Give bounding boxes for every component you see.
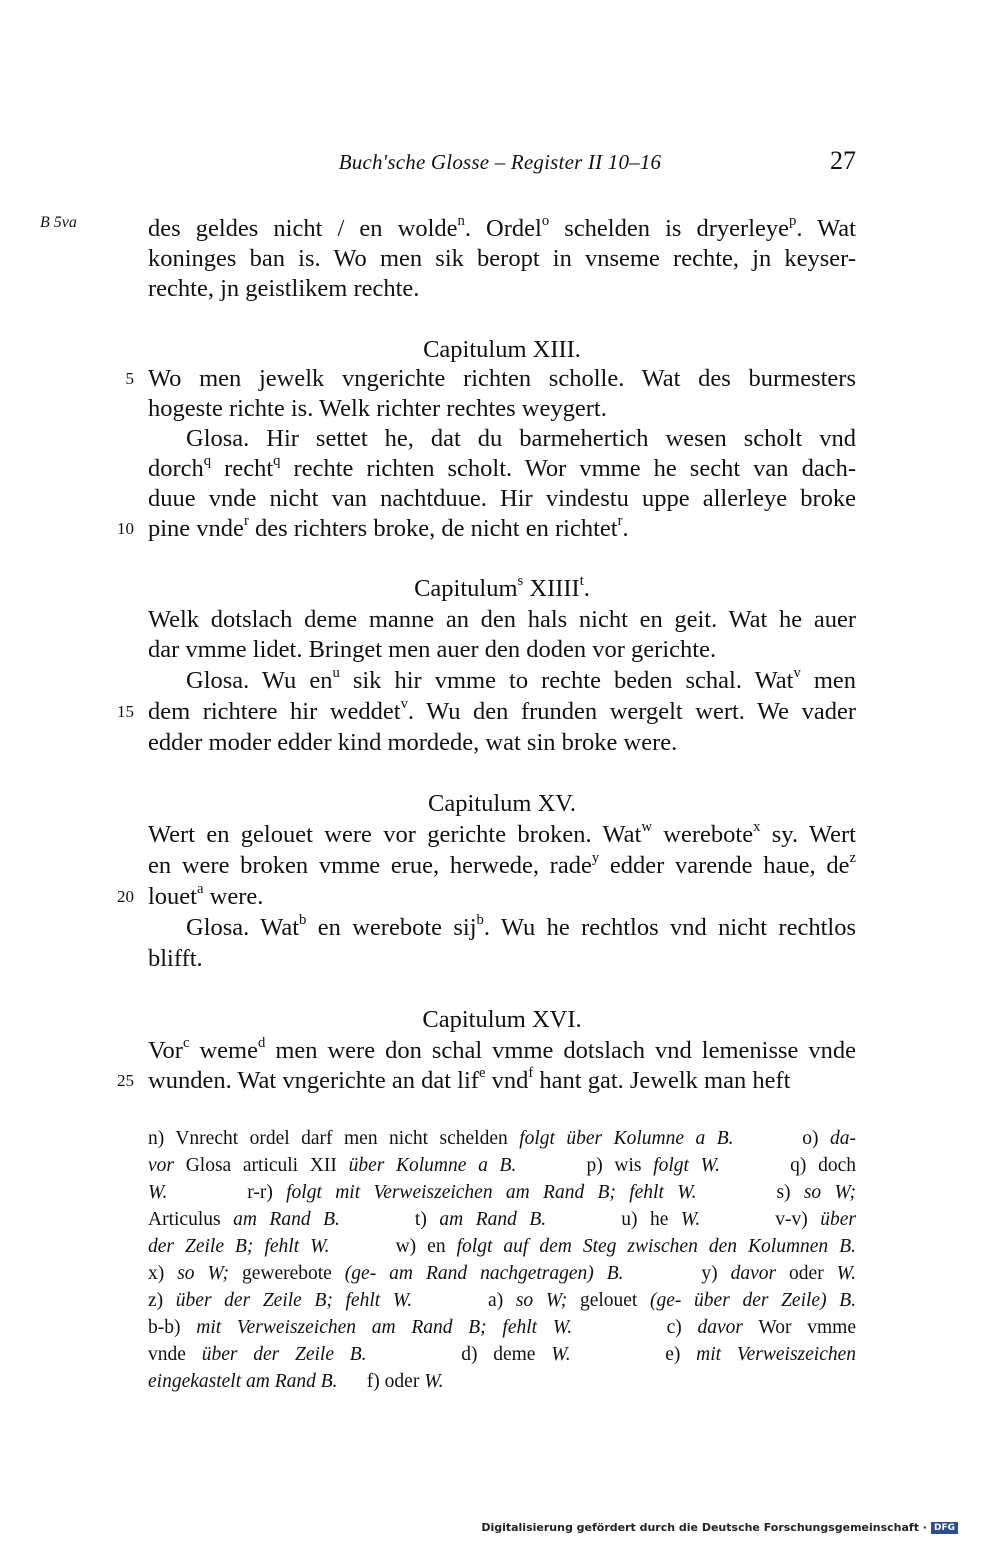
footnote-line [148,1152,856,1179]
text-run: x) [148,1263,178,1284]
footnote-line [148,1179,856,1206]
text-run: Glosa articuli XII [174,1155,349,1176]
text-run: weme [189,1037,258,1064]
footnote-marker: u [332,664,340,681]
text-run: Capitulum XV. [428,790,576,817]
footnote-marker: t [579,572,584,589]
text-run: dorch [148,455,204,482]
italic-run: eingekastelt am Rand B. [148,1371,338,1392]
italic-run: so W; [803,1182,856,1203]
text-run: . [622,515,629,542]
text-run: v-v) [700,1209,821,1230]
italic-run: mit Verweiszeichen am Rand B; fehlt W. [196,1317,573,1338]
text-line [148,635,856,665]
text-run: koninges ban is. Wo men sik beropt in vnseme rechte, jn keyser- [148,245,856,272]
text-run: duue vnde nicht van nachtduue. Hir vindestu uppe allerleye broke [148,485,856,512]
text-line [148,214,856,244]
footnote-marker: b [299,911,307,928]
italic-run: folgt mit Verweiszeichen am Rand B; fehlt W. [286,1182,697,1203]
text-run: pine vnde [148,515,244,542]
italic-run: davor [697,1317,744,1338]
text-line [148,514,856,544]
italic-run: folgt W. [653,1155,720,1176]
text-run: . Wat [796,215,856,242]
text-run: hogeste richte is. Welk richter rechtes weygert. [148,395,607,422]
text-run: louet [148,883,197,910]
text-run: dar vmme lidet. Bringet men auer den doden vor gerichte. [148,636,717,663]
footnote-marker: d [257,1034,266,1051]
text-run: Glosa. Hir settet he, dat du barmehertich wesen scholt vnd [186,425,856,452]
text-run: Capitulum XIII. [423,336,581,363]
text-run: blifft. [148,945,203,972]
footnote-marker: v [400,695,408,712]
text-run: vnd [485,1067,529,1094]
text-line [148,1036,856,1066]
text-run: men were don schal vmme dotslach vnd lemenisse vnde [265,1037,857,1064]
text-line [148,484,856,514]
italic-run: am Rand B. [439,1209,547,1230]
text-line [186,424,856,454]
text-line [186,666,856,696]
text-run: Wert en gelouet were vor gerichte broken. Wat [148,821,642,848]
footnote-line [148,1260,856,1287]
text-run: p) wis [516,1155,654,1176]
text-run: o) [733,1128,830,1149]
text-line [148,394,856,424]
italic-run: der Zeile B; fehlt W. [148,1236,330,1257]
italic-run: so W; [177,1263,229,1284]
text-run: . [583,575,590,602]
text-run: vnde [148,1344,202,1365]
italic-run: W. [551,1344,571,1365]
text-line [148,728,856,758]
footnote-marker: z [849,849,856,866]
italic-run: folgt auf dem Steg zwischen den Kolumnen B. [456,1236,856,1257]
text-line [148,605,856,635]
chapter-heading [148,335,856,365]
text-run: Capitulum XVI. [422,1006,582,1033]
text-line [148,697,856,727]
italic-run: über Kolumne a B. [348,1155,517,1176]
text-run: Glosa. Wat [186,914,300,941]
text-line [148,364,856,394]
italic-run: (ge- am Rand nachgetragen) B. [344,1263,624,1284]
text-run: Wo men jewelk vngerichte richten scholle. Wat des burmesters [148,365,856,392]
footnote-line [148,1287,856,1314]
text-run: a) [412,1290,516,1311]
line-number: 15 [117,702,134,721]
italic-run: über der Zeile B. [201,1344,367,1365]
text-run: y) [623,1263,731,1284]
footnote-marker: b [476,911,484,928]
text-run: . Ordel [464,215,542,242]
text-run: recht [211,455,274,482]
text-line [148,944,856,974]
text-run: sy. Wert [760,821,856,848]
italic-run: (ge- über der Zeile) B. [650,1290,857,1311]
text-run: sik hir vmme to rechte beden schal. Wat [339,667,794,694]
text-run: e) [570,1344,697,1365]
footnote-marker: a [197,880,204,897]
text-run: w) en [329,1236,457,1257]
text-run: z) [148,1290,176,1311]
footnote-marker: n [457,212,465,229]
italic-run: am Rand B. [233,1209,340,1230]
text-run: q) doch [720,1155,856,1176]
text-line [186,913,856,943]
footnote-marker: q [273,452,281,469]
text-run: des richters broke, de nicht en richtet [248,515,618,542]
footnote-marker: r [243,512,249,529]
text-run: n) Vnrecht ordel darf men nicht schelden [148,1128,520,1149]
line-number: 25 [117,1071,134,1090]
footnote-marker: v [793,664,801,681]
text-run: s) [696,1182,804,1203]
text-run: werebote [651,821,754,848]
footnote-marker: w [641,818,652,835]
italic-run: W. [680,1209,701,1230]
text-line [148,274,856,304]
italic-run: davor [730,1263,777,1284]
footnote-line [148,1206,856,1233]
text-line [148,1066,856,1096]
text-line [148,820,856,850]
italic-run: so W; [515,1290,568,1311]
text-run: Welk dotslach deme manne an den hals nicht en geit. Wat he auer [148,606,856,633]
italic-run: W. [836,1263,857,1284]
footnote-marker: e [478,1064,486,1081]
footnote-marker: f [528,1064,534,1081]
page-number: 27 [830,146,856,175]
italic-run: mit Verweiszeichen [696,1344,856,1365]
text-run: . Wu he rechtlos vnd nicht rechtlos [483,914,856,941]
text-run: u) he [546,1209,681,1230]
running-header: Buch'sche Glosse – Register II 10–16 [338,150,662,174]
text-run: rechte richten scholt. Wor vmme he secht van dach- [280,455,856,482]
italic-run: W. [148,1182,168,1203]
italic-run: folgt über Kolumne a B. [519,1128,734,1149]
footnote-marker: x [753,818,761,835]
text-run: rechte, jn geistlikem rechte. [148,275,420,302]
italic-run: vor [148,1155,174,1176]
footnote-marker: r [617,512,623,529]
chapter-heading [148,574,856,604]
footnote-line [148,1314,856,1341]
italic-run: W. [424,1371,444,1392]
text-run: d) deme [366,1344,552,1365]
line-number: 5 [125,369,134,388]
footnote-marker: o [541,212,550,229]
footnote-marker: s [517,572,524,589]
text-run: Articulus [148,1209,234,1230]
text-run: men [800,667,857,694]
line-number: 10 [117,519,134,538]
margin-siglum: B 5va [40,214,77,231]
dfg-logo: DFG [931,1522,958,1534]
footnote-marker: q [203,452,212,469]
text-run: c) [572,1317,698,1338]
digitization-credit [481,1521,958,1534]
text-run: oder [776,1263,837,1284]
footnote-marker: y [591,849,600,866]
text-run: b-b) [148,1317,197,1338]
text-run: wunden. Wat vngerichte an dat lif [148,1067,479,1094]
text-run: edder varende haue, de [599,852,850,879]
text-run: des geldes nicht / en wolde [148,215,458,242]
footnote-marker: p [789,212,797,229]
footnote-line [148,1233,856,1260]
italic-run: da- [830,1128,856,1149]
footnote-line [148,1341,856,1368]
text-run: Wor vmme [743,1317,856,1338]
text-run: XIIII [523,575,580,602]
text-run: Capitulum [414,575,518,602]
text-run: gewerebote [229,1263,345,1284]
footnote-marker: c [182,1034,190,1051]
text-run: edder moder edder kind mordede, wat sin broke were. [148,729,678,756]
text-run: dem richtere hir weddet [148,698,401,725]
chapter-heading [148,789,856,819]
text-run: en werebote sij [306,914,477,941]
text-run: gelouet [567,1290,651,1311]
line-number: 20 [117,887,134,906]
text-run: schelden is dryerleye [549,215,790,242]
italic-run: über [820,1209,857,1230]
text-run: . Wu den frunden wergelt wert. We vader [407,698,856,725]
text-line [148,454,856,484]
text-run: en were broken vmme erue, herwede, rade [148,852,592,879]
text-run: were. [203,883,264,910]
chapter-heading [148,1005,856,1035]
credit-text: Digitalisierung gefördert durch die Deutsche Forschungsgemeinschaft · [481,1521,927,1534]
text-run: Glosa. Wu en [186,667,333,694]
footnote-line [148,1368,856,1395]
text-line [148,851,856,881]
italic-run: über der Zeile B; fehlt W. [175,1290,413,1311]
text-run: f) oder [337,1371,425,1392]
text-line [148,882,856,912]
text-run: t) [339,1209,440,1230]
footnote-line [148,1125,856,1152]
text-run: hant gat. Jewelk man heft [533,1067,791,1094]
text-line [148,244,856,274]
text-run: r-r) [167,1182,287,1203]
text-run: Vor [148,1037,183,1064]
